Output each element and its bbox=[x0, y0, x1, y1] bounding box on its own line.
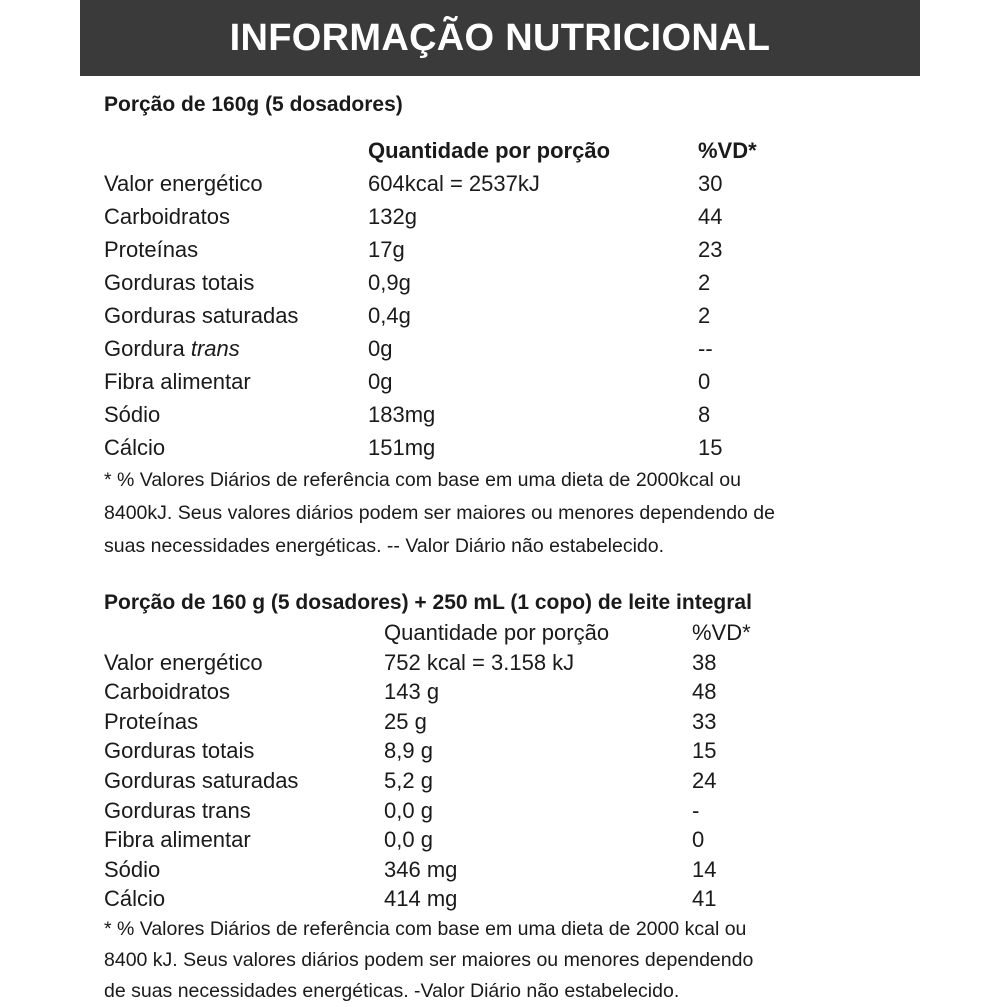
nutrient-amount: 414 mg bbox=[384, 886, 458, 912]
nutrient-name: Sódio bbox=[104, 856, 161, 882]
nutrient-name: Valor energético bbox=[104, 649, 263, 675]
nutrient-dv: - bbox=[692, 797, 700, 823]
footnote bbox=[104, 914, 934, 1007]
table-row bbox=[104, 299, 934, 332]
nutrition-table-1 bbox=[104, 90, 934, 563]
table-row bbox=[104, 825, 934, 855]
nutrient-name: Proteínas bbox=[104, 708, 199, 734]
nutrient-name: Cálcio bbox=[104, 886, 166, 912]
nutrient-name: Gorduras saturadas bbox=[104, 303, 299, 328]
table-row bbox=[104, 648, 934, 678]
nutrient-name bbox=[104, 332, 240, 365]
nutrient-dv: 38 bbox=[692, 649, 717, 675]
nutrient-amount: 17g bbox=[368, 237, 405, 262]
nutrient-dv: 23 bbox=[698, 237, 723, 262]
table-row bbox=[104, 365, 934, 398]
nutrient-dv: 44 bbox=[698, 204, 723, 229]
amount-header: Quantidade por porção bbox=[384, 620, 610, 645]
nutrient-name-italic: trans bbox=[190, 336, 240, 361]
nutrient-name: Gorduras totais bbox=[104, 738, 255, 764]
nutrient-name: Cálcio bbox=[104, 435, 166, 460]
table-row bbox=[104, 796, 934, 826]
nutrient-dv: 24 bbox=[692, 767, 717, 793]
nutrient-amount: 183mg bbox=[368, 402, 436, 427]
nutrient-name: Valor energético bbox=[104, 171, 263, 196]
nutrient-dv: 0 bbox=[698, 369, 711, 394]
nutrient-dv: 14 bbox=[692, 856, 717, 882]
nutrient-name: Proteínas bbox=[104, 237, 199, 262]
nutrient-name: Gorduras saturadas bbox=[104, 767, 299, 793]
nutrient-dv: 15 bbox=[698, 435, 723, 460]
nutrient-dv: 2 bbox=[698, 270, 711, 295]
footnote-line: * % Valores Diários de referência com base em uma dieta de 2000kcal ou bbox=[104, 469, 741, 491]
nutrition-table-2 bbox=[104, 588, 934, 1007]
table-row bbox=[104, 431, 934, 464]
nutrient-dv: 8 bbox=[698, 402, 711, 427]
nutrient-amount: 0,4g bbox=[368, 303, 411, 328]
table-header-row bbox=[104, 618, 934, 648]
table-row bbox=[104, 855, 934, 885]
table-row bbox=[104, 167, 934, 200]
table-row bbox=[104, 332, 934, 365]
table-row bbox=[104, 266, 934, 299]
nutrient-name: Carboidratos bbox=[104, 679, 230, 705]
table-row bbox=[104, 200, 934, 233]
nutrient-name: Fibra alimentar bbox=[104, 827, 251, 853]
nutrient-amount: 0g bbox=[368, 336, 393, 361]
table-header-row bbox=[104, 134, 934, 167]
footnote bbox=[104, 464, 934, 563]
nutrient-dv: 0 bbox=[692, 827, 705, 853]
footnote-line: 8400 kJ. Seus valores diários podem ser maiores ou menores dependendo bbox=[104, 948, 754, 971]
table-row bbox=[104, 398, 934, 431]
nutrient-amount: 0g bbox=[368, 369, 393, 394]
footnote-line: de suas necessidades energéticas. -Valor Diário não estabelecido. bbox=[104, 979, 680, 1002]
nutrient-name: Carboidratos bbox=[104, 204, 230, 229]
serving-size: Porção de 160g (5 dosadores) bbox=[104, 93, 403, 116]
nutrient-dv: 15 bbox=[692, 738, 717, 764]
nutrient-name-prefix: Gordura bbox=[104, 336, 191, 361]
nutrient-dv: 48 bbox=[692, 679, 717, 705]
dv-header: %VD* bbox=[692, 620, 751, 645]
nutrient-amount: 346 mg bbox=[384, 856, 458, 882]
footnote-line: suas necessidades energéticas. -- Valor Diário não estabelecido. bbox=[104, 535, 665, 557]
nutrient-amount: 143 g bbox=[384, 679, 440, 705]
serving-size: Porção de 160 g (5 dosadores) + 250 mL (1 copo) de leite integral bbox=[104, 591, 752, 614]
table-row bbox=[104, 707, 934, 737]
nutrient-amount: 604kcal = 2537kJ bbox=[368, 171, 540, 196]
nutrient-dv: -- bbox=[698, 336, 713, 361]
nutrient-amount: 151mg bbox=[368, 435, 436, 460]
nutrient-dv: 30 bbox=[698, 171, 723, 196]
title-banner bbox=[80, 0, 920, 76]
nutrient-amount: 8,9 g bbox=[384, 738, 433, 764]
table-row bbox=[104, 766, 934, 796]
nutrient-amount: 5,2 g bbox=[384, 767, 433, 793]
nutrient-name: Gorduras totais bbox=[104, 270, 255, 295]
dv-header: %VD* bbox=[698, 138, 757, 163]
footnote-line: * % Valores Diários de referência com base em uma dieta de 2000 kcal ou bbox=[104, 917, 747, 940]
nutrient-dv: 33 bbox=[692, 708, 717, 734]
table-row bbox=[104, 677, 934, 707]
nutrient-dv: 2 bbox=[698, 303, 711, 328]
nutrient-name: Sódio bbox=[104, 402, 161, 427]
nutrient-amount: 25 g bbox=[384, 708, 427, 734]
table-row bbox=[104, 736, 934, 766]
page-title: INFORMAÇÃO NUTRICIONAL bbox=[229, 16, 771, 59]
nutrient-amount: 132g bbox=[368, 204, 417, 229]
amount-header: Quantidade por porção bbox=[368, 138, 611, 163]
nutrient-name: Gorduras trans bbox=[104, 797, 251, 823]
nutrient-amount: 0,0 g bbox=[384, 827, 433, 853]
nutrient-amount: 0,0 g bbox=[384, 797, 433, 823]
table-row bbox=[104, 233, 934, 266]
nutrient-name: Fibra alimentar bbox=[104, 369, 251, 394]
table-row bbox=[104, 884, 934, 914]
nutrient-amount: 0,9g bbox=[368, 270, 411, 295]
footnote-line: 8400kJ. Seus valores diários podem ser maiores ou menores dependendo de bbox=[104, 502, 775, 524]
nutrient-amount: 752 kcal = 3.158 kJ bbox=[384, 649, 575, 675]
nutrient-dv: 41 bbox=[692, 886, 717, 912]
